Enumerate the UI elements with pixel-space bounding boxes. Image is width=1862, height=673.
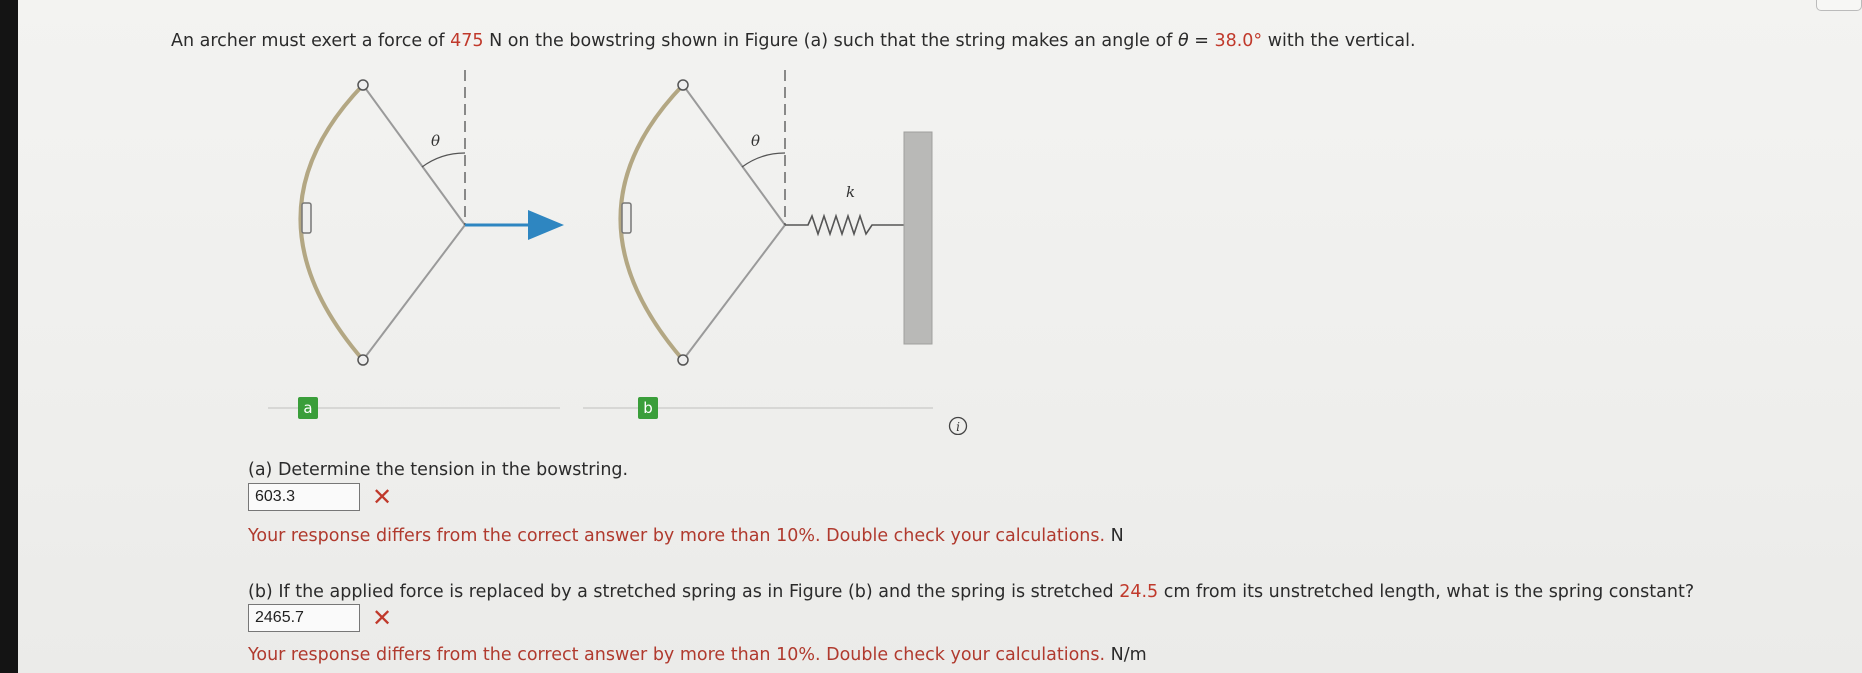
feedback-a [248,526,1124,546]
incorrect-icon-a: ✕ [372,483,393,511]
bow-diagram [268,70,1048,435]
question-b [248,582,1694,602]
stretch-value: 24.5 [1119,582,1159,602]
spring [785,216,904,234]
spring-constant-label: k [846,183,856,201]
figure-b-tag-label: b [643,399,653,417]
unit-b: N/m [1110,645,1147,665]
question-b-pre: (b) If the applied force is replaced by a stretched spring as in Figure (b) and the spring is stretched [248,582,1120,602]
incorrect-icon-b: ✕ [372,604,393,632]
figure-b-bow [621,70,933,365]
question-a: (a) Determine the tension in the bowstring. [248,460,629,480]
bow-grip [302,203,311,233]
bow-figure [268,70,1048,435]
info-icon-glyph: i [956,420,960,434]
left-screen-edge [0,0,18,673]
unit-a: N [1110,526,1124,546]
bow-grip-b [622,203,631,233]
answer-b-input[interactable]: 2465.7 [248,604,360,632]
figure-a-tag-label: a [303,399,313,417]
feedback-b-text: Your response differs from the correct answer by more than 10%. Double check your calculations. [248,645,1106,665]
problem-page [18,0,1862,673]
angle-value: 38.0° [1214,31,1263,51]
feedback-a-text: Your response differs from the correct answer by more than 10%. Double check your calculations. [248,526,1106,546]
problem-statement [171,31,1416,51]
answer-b-row [248,604,392,632]
feedback-b [248,645,1147,665]
top-right-tab[interactable] [1816,0,1862,11]
problem-text-post: with the vertical. [1262,31,1416,51]
theta-symbol: θ = [1177,31,1215,51]
theta-label-b: θ [751,132,761,150]
problem-text-mid: N on the bowstring shown in Figure (a) such that the string makes an angle of [483,31,1178,51]
question-b-post: cm from its unstretched length, what is the spring constant? [1158,582,1695,602]
answer-a-row [248,483,392,511]
figure-a-bow [301,70,559,365]
answer-a-input[interactable]: 603.3 [248,483,360,511]
force-value: 475 [450,31,484,51]
theta-label-a: θ [431,132,441,150]
problem-text-pre: An archer must exert a force of [171,31,451,51]
wall [904,132,932,344]
info-icon[interactable] [950,418,967,435]
